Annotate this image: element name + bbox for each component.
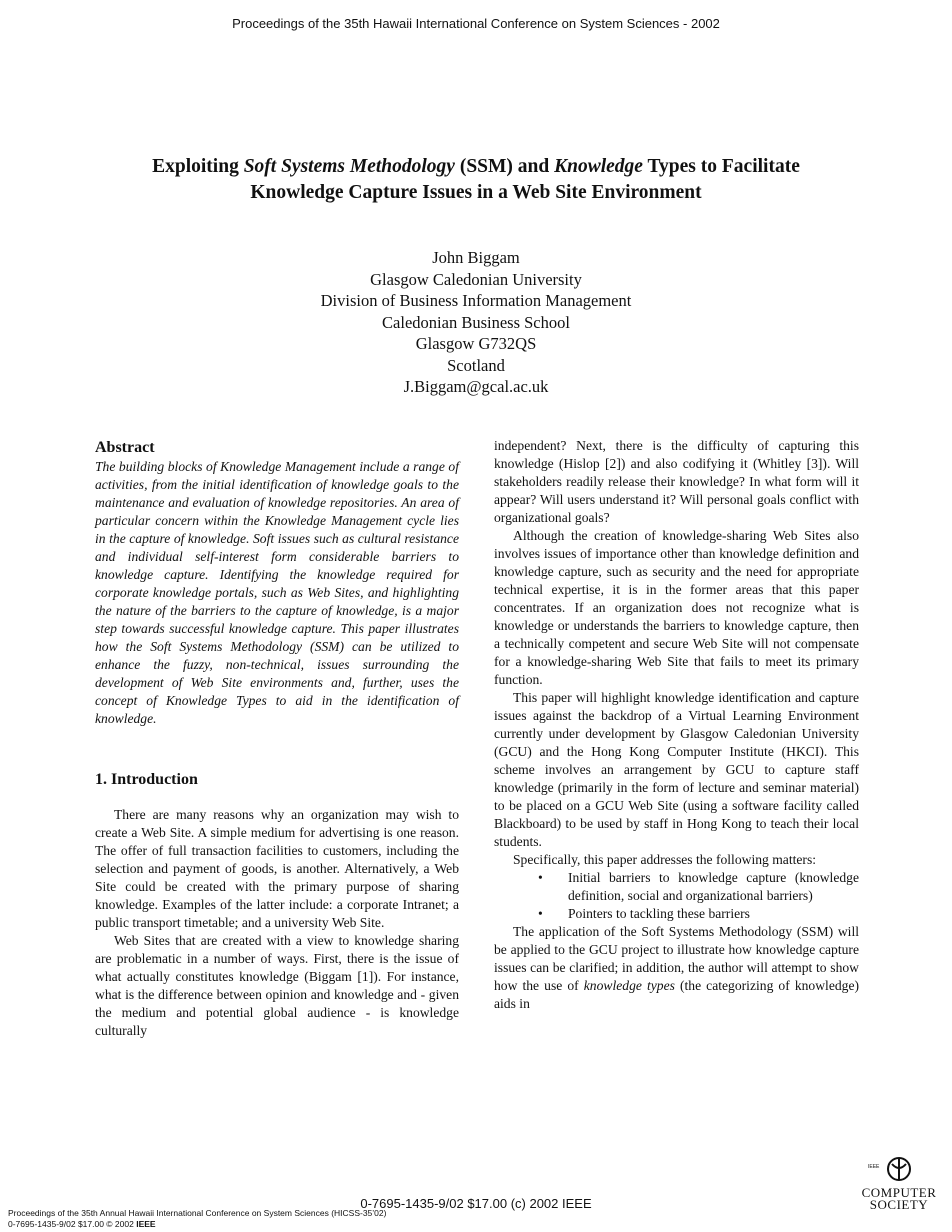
- author-block: [200, 247, 752, 398]
- body-paragraph-2: Although the creation of knowledge-sharing Web Sites also involves issues of importance other than knowledge definition and knowledge capture, such as security and the need for appropriate technical expertise, it is in the former areas that this paper concentrates. If an organization does not recognize what is knowledge or understands the barriers to knowledge capture, then a technically competent and secure Web Site will not compensate for a knowledge-sharing Web Site that fails to meet its primary function.: [494, 528, 859, 687]
- body-paragraph-5: The application of the Soft Systems Methodology (SSM) will be applied to the GCU project to illustrate how knowledge capture issues can be clarified; in addition, the author will attempt to show how the use of knowledge types (the categorizing of knowledge) aids in: [494, 924, 860, 1011]
- logo-ieee-label: IEEE: [868, 1164, 880, 1170]
- author-country: Scotland: [447, 355, 505, 375]
- ieee-emblem-icon: [884, 1156, 914, 1182]
- title-line-1: Exploiting Soft Systems Methodology (SSM) and Knowledge Types to Facilitate: [152, 156, 800, 177]
- footer-line-1: Proceedings of the 35th Annual Hawaii International Conference on System Sciences (HICSS-35’02): [8, 1208, 387, 1218]
- intro-paragraph-2: Web Sites that are created with a view to knowledge sharing are problematic in a number of ways. First, there is the issue of what actually constitutes knowledge (Biggam [1]). For instance, what is the difference between opinion and knowledge and - given the medium and potential global audience - is knowledge culturally: [95, 933, 459, 1038]
- section-heading-introduction: 1. Introduction: [95, 771, 198, 788]
- logo-text-computer: COMPUTER: [861, 1185, 937, 1200]
- author-university: Glasgow Caledonian University: [370, 269, 582, 289]
- intro-paragraph-1: There are many reasons why an organization may wish to create a Web Site. A simple medium for advertising is one reason. The offer of full transaction facilities to customers, including the selection and payment of goods, is another. Alternatively, a Web Site could be created with the primary purpose of sharing knowledge. Examples of the latter include: a corporate Intranet; a public transport timetable; and a university Web Site.: [95, 807, 459, 930]
- title-line-2: Knowledge Capture Issues in a Web Site Environment: [250, 182, 702, 203]
- logo-text-society: SOCIETY: [869, 1197, 929, 1212]
- list-item: • Initial barriers to knowledge capture (knowledge definition, social and organizational barriers): [568, 869, 859, 905]
- author-email: J.Biggam@gcal.ac.uk: [403, 377, 549, 396]
- author-name: John Biggam: [432, 248, 520, 267]
- left-column: [95, 438, 459, 1040]
- footer-proceedings: [8, 1208, 386, 1229]
- body-paragraph-continued: independent? Next, there is the difficulty of capturing this knowledge (Hislop [2]) and also codifying it (Whitley [3]). Will stakeholders readily release their knowledge? In what form will it appear? Will users understand it? Will personal goals conflict with organizational goals?: [494, 438, 859, 525]
- author-school: Caledonian Business School: [382, 312, 570, 332]
- body-paragraph-4: Specifically, this paper addresses the following matters:: [513, 852, 817, 867]
- list-item: • Pointers to tackling these barriers: [568, 905, 859, 923]
- author-division: Division of Business Information Management: [320, 291, 632, 310]
- paper-title: [80, 154, 872, 206]
- matters-list: [494, 869, 859, 923]
- running-head: Proceedings of the 35th Hawaii International Conference on System Sciences - 2002: [232, 16, 720, 31]
- body-paragraph-3: This paper will highlight knowledge identification and capture issues against the backdrop of a Virtual Learning Environment currently under development by Glasgow Caledonian University (GCU) and the Hong Kong Computer Institute (HKCI). This scheme involves an arrangement by GCU to capture staff knowledge (primarily in the form of lecture and seminar material) to be placed on a GCU Web Site (using a software facility called Blackboard) to be used by staff in Hong Kong to teach their local students.: [494, 690, 859, 849]
- author-city: Glasgow G732QS: [415, 334, 537, 353]
- abstract-body: The building blocks of Knowledge Management include a range of activities, from the initial identification of knowledge goals to the maintenance and evaluation of knowledge repositories. An area of particular concern within the Knowledge Management cycle lies in the capture of knowledge. Soft issues such as cultural resistance and individual self-interest form considerable barriers to knowledge capture. Identifying the knowledge required for corporate knowledge portals, such as Web Sites, and highlighting the nature of the barriers to the capture of knowledge, is a major step towards successful knowledge capture. This paper illustrates how the Soft Systems Methodology (SSM) can be utilized to enhance the fuzzy, non-technical, issues surrounding the development of Web Site environments and, further, uses the concept of Knowledge Types to aid in the identification of knowledge.: [95, 459, 459, 726]
- abstract-heading: Abstract: [95, 439, 155, 456]
- right-column: [494, 437, 859, 1013]
- footer-copyright: 0-7695-1435-9/02 $17.00 (c) 2002 IEEE: [360, 1196, 592, 1211]
- footer-line-2: 0-7695-1435-9/02 $17.00 © 2002 IEEE: [8, 1218, 156, 1229]
